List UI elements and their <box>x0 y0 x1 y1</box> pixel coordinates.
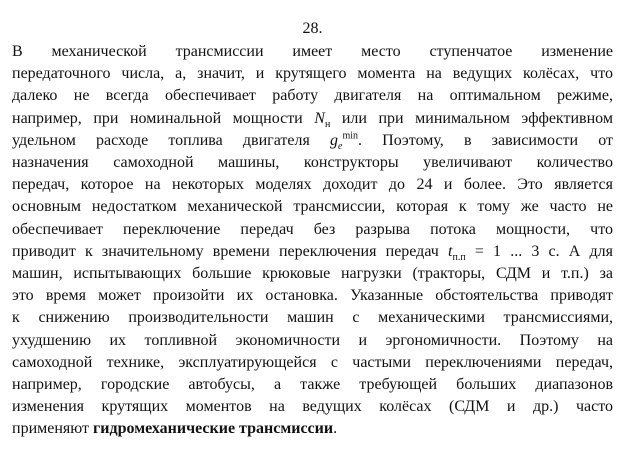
text-line: передаточного числа, а, значит, и крутящего момента на ведущих колёсах, что <box>12 65 613 83</box>
text-line: машин, испытывающих большие крюковые нагрузки (тракторы, СДМ и т.п.) за <box>12 265 613 283</box>
text-line: приводит к значительному времени переключения передач $t_{п.п} = 1$ ... 3 с. А для <box>12 242 614 264</box>
formula-subscript: e <box>338 141 343 152</box>
formula-subscript: н <box>324 118 331 130</box>
text-line: удельном расходе топлива двигателя $g_e^{min}$. Поэтому, в зависимости от <box>12 130 613 152</box>
formula-symbol: g <box>330 131 338 149</box>
formula-superscript: min <box>342 130 359 142</box>
text-line: передач, которое на некоторых моделях доходит до 24 и более. Это является <box>12 176 613 194</box>
text-line: назначения самоходной машины, конструкторы увеличивают количество <box>12 154 613 172</box>
formula-subscript: п.п <box>452 252 466 264</box>
text-line: изменения крутящих моментов на ведущих колёсах (СДМ и др.) часто <box>12 398 613 416</box>
text-line: например, городские автобусы, а также требующей больших диапазонов <box>12 376 613 394</box>
text-line: самоходной технике, эксплуатирующейся с частыми переключениями передач, <box>12 353 613 371</box>
text-line: далеко не всегда обеспечивает работу двигателя на оптимальном режиме, <box>12 87 613 105</box>
text-line: обеспечивает переключение передач без разрыва потока мощности, что <box>12 220 613 238</box>
text-line: применяют гидромеханические трансмиссии. <box>12 420 338 438</box>
paragraph <box>12 41 613 441</box>
text-line: например, при номинальной мощности $N_н$ или при минимальном эффективном <box>12 109 613 130</box>
text-line: В механической трансмиссии имеет место ступенчатое изменение <box>12 43 613 60</box>
text-line: основным недостатком механической трансмиссии, которая к тому же часто не <box>12 198 613 216</box>
formula-symbol: t <box>448 242 453 260</box>
text-line: к снижению производительности машин с механическими трансмиссиями, <box>12 309 613 327</box>
bold-term: гидромеханические трансмиссии <box>93 420 334 438</box>
formula-symbol: N <box>314 109 325 127</box>
page-number: 28. <box>302 20 323 37</box>
text-line: ухудшению их топливной экономичности и эргономичности. Поэтому на <box>12 331 613 349</box>
text-line: это время может произойти их остановка. Указанные обстоятельства приводят <box>12 287 613 305</box>
